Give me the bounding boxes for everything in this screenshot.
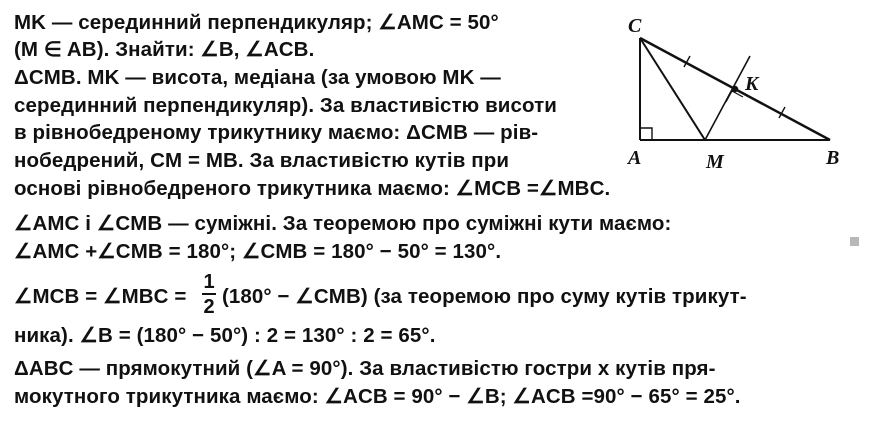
scroll-marker — [850, 237, 859, 246]
text-line-4: серединний перпендикуляр). За властивістю висоти — [14, 94, 557, 117]
label-c: C — [628, 15, 642, 37]
fraction-bar — [202, 293, 216, 295]
text-line-13: ΔABC — прямокутний (∠A = 90°). За властивістю гостри х кутів пря- — [14, 357, 716, 380]
fraction-one-half — [202, 272, 216, 317]
fraction-numerator: 1 — [203, 271, 215, 293]
label-k: K — [745, 73, 759, 95]
text-line-9: ∠AMC +∠CMB = 180°; ∠CMB = 180° − 50° = 130°. — [14, 240, 502, 263]
text-line-7: основі рівнобедреного трикутника маємо: ∠MCB =∠MBC. — [14, 177, 611, 200]
text-line-1: MK — серединний перпендикуляр; ∠AMC = 50° — [14, 11, 499, 34]
text-line-3: ΔCMB. MK — висота, медіана (за умовою MK — — [14, 66, 501, 89]
formula-mcb-left: ∠MCB = ∠MBC = — [14, 285, 187, 308]
text-line-6: нобедрений, CM = MB. За властивістю кутів при — [14, 149, 510, 172]
fraction-denominator: 2 — [203, 296, 215, 318]
point-k — [732, 86, 738, 92]
right-angle-a — [640, 128, 652, 140]
text-line-5: в рівнобедреному трикутнику маємо: ΔCMB — рів- — [14, 121, 539, 144]
text-line-8: ∠AMC і ∠CMB — суміжні. За теоремою про суміжні кути маємо: — [14, 212, 672, 235]
label-b: B — [826, 147, 840, 169]
formula-mcb-right: (180° − ∠CMB) (за теоремою про суму кутів трикут- — [222, 285, 747, 308]
text-line-14: мокутного трикутника маємо: ∠ACB = 90° − ∠B; ∠ACB =90° − 65° = 25°. — [14, 385, 741, 408]
segment-cm — [640, 38, 705, 140]
text-line-2: (M ∈ AB). Знайти: ∠B, ∠ACB. — [14, 38, 315, 61]
label-m: M — [706, 151, 724, 173]
triangle-diagram — [620, 8, 850, 183]
text-line-12: ника). ∠B = (180° − 50°) : 2 = 130° : 2 = 65°. — [14, 324, 436, 347]
label-a: A — [628, 147, 642, 169]
